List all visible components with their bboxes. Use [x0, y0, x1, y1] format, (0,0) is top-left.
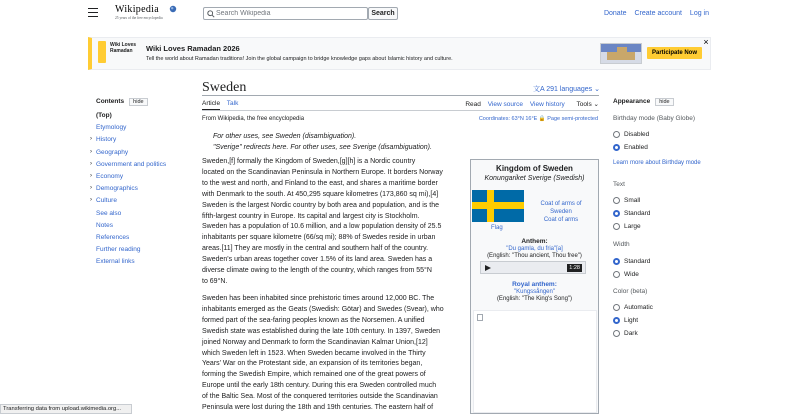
flag-of-sweden[interactable]	[472, 190, 524, 222]
radio-label: Large	[624, 223, 641, 231]
toc-item-label: (Top)	[96, 112, 112, 119]
banner-subtitle: Tell the world about Ramadan traditions! Join the global campaign to bridge knowledge gaps about Islamic history and culture.	[146, 56, 453, 62]
from-line: From Wikipedia, the free encyclopedia	[202, 116, 305, 122]
banner-logo-icon	[98, 41, 106, 63]
color-label: Color (beta)	[613, 288, 648, 295]
toc-item-label: External links	[96, 258, 135, 266]
radio-label: Light	[624, 317, 639, 325]
paragraph-line: inhabitants emerged as the Geats (Swedish: Götar) and Swedes (Svear), who	[202, 305, 444, 313]
search-button[interactable]: Search	[368, 7, 398, 20]
royal-anthem-label[interactable]: Royal anthem:	[512, 281, 557, 288]
paragraph-line: Sweden's urban areas together cover 1.5% of its land area. Sweden has a	[202, 256, 433, 264]
toc-item-label: Culture	[96, 197, 117, 205]
paragraph-line: Europe until the early 18th century. During this era Sweden controlled much	[202, 382, 437, 390]
wikipedia-logo[interactable]	[115, 4, 177, 24]
title-divider	[202, 95, 599, 96]
hatnote-1: For other uses, see Sweden (disambiguation).	[213, 133, 357, 140]
toc-item-label: Further reading	[96, 246, 141, 254]
banner-title: Wiki Loves Ramadan 2026	[146, 44, 240, 53]
paragraph-line: Sweden has been inhabited since prehistoric times around 12,000 BC. The	[202, 295, 435, 302]
search-icon	[207, 10, 215, 18]
article-paragraph-1	[202, 157, 464, 288]
text-size-radio[interactable]	[613, 197, 703, 204]
hatnote-2: "Sverige" redirects here. For other uses, see Sverige (disambiguation).	[213, 144, 432, 151]
radio-label: Small	[624, 197, 641, 204]
paragraph-line: areas.[11] They are mostly in the central and southern half of the country.	[202, 245, 429, 253]
table-of-contents	[90, 98, 186, 270]
main-menu-icon[interactable]	[88, 8, 98, 17]
paragraph-line: fifth-largest country in Europe. Its capital and largest city is Stockholm.	[202, 212, 420, 220]
radio-label: Disabled	[624, 131, 650, 138]
radio-circle-icon[interactable]	[613, 223, 620, 230]
toc-item-label: Geography	[96, 148, 129, 156]
toc-item[interactable]	[96, 246, 186, 258]
toc-item[interactable]	[96, 258, 186, 270]
language-button[interactable]: 文A 291 languages ⌄	[533, 86, 600, 93]
toc-item[interactable]	[90, 160, 186, 173]
toc-heading: Contents hide	[96, 98, 186, 106]
infobox-native-name: Konungariket Sverige (Swedish)	[484, 175, 585, 182]
banner-logo-text: Wiki Loves Ramadan	[110, 42, 137, 54]
radio-circle-icon[interactable]	[613, 144, 620, 151]
infobox-title: Kingdom of Sweden	[496, 164, 573, 173]
login-link[interactable]: Log in	[689, 10, 709, 17]
campaign-banner	[88, 37, 711, 70]
radio-label: Automatic	[624, 304, 653, 311]
radio-circle-icon[interactable]	[613, 131, 620, 138]
radio-circle-icon[interactable]	[613, 330, 620, 337]
paragraph-line: forming the Swedish Empire, which remained one of the great powers of	[202, 371, 426, 379]
tab-view-history[interactable]: View history	[529, 101, 565, 108]
color-radio[interactable]	[613, 317, 703, 324]
globe-icon	[169, 5, 177, 13]
coordinates	[479, 116, 598, 122]
paragraph-line: joined Norway and Denmark to form the Scandinavian Kalmar Union,[12]	[202, 338, 428, 346]
paragraph-line: inhabitants per square kilometre (66/sq mi); 88% of Swedes reside in urban	[202, 234, 436, 242]
paragraph-line: Sweden has a population of 10.6 million, and a low population density of 25.5	[202, 223, 442, 231]
royal-anthem-english: (English: "The King's Song")	[496, 296, 573, 302]
donate-link[interactable]: Donate	[603, 10, 627, 17]
radio-circle-icon[interactable]	[613, 258, 620, 265]
toc-item[interactable]	[90, 136, 186, 148]
appearance-hide-button[interactable]: hide	[655, 98, 673, 106]
audio-player[interactable]	[480, 261, 586, 274]
participate-button[interactable]: Participate Now	[647, 47, 702, 59]
tab-talk[interactable]: Talk	[226, 100, 239, 107]
birthday-mode-radio[interactable]	[613, 144, 703, 151]
radio-circle-icon[interactable]	[613, 197, 620, 204]
coordinates-link[interactable]: Coordinates: 63°N 16°E	[478, 116, 538, 122]
tab-read[interactable]: Read	[465, 101, 481, 111]
toc-item[interactable]	[90, 197, 186, 209]
toc-item-label: References	[96, 233, 130, 241]
toc-item[interactable]	[90, 172, 186, 185]
namespace-tabs	[202, 100, 243, 107]
status-bar: Transferring data from upload.wikimedia.org...	[0, 404, 132, 414]
paragraph-line: to 69°N.	[202, 277, 228, 285]
paragraph-line: formed part of the sea-faring peoples known as the Norsemen. A unified	[202, 316, 425, 324]
view-tabs	[460, 100, 599, 108]
lock-icon: 🔒	[538, 116, 546, 122]
toc-item[interactable]	[96, 234, 186, 246]
width-radio[interactable]	[613, 271, 703, 278]
paragraph-line: with Denmark to the south. At 450,295 square kilometres (173,860 sq mi),[4]	[202, 190, 439, 198]
play-icon[interactable]	[485, 265, 491, 271]
radio-circle-icon[interactable]	[613, 210, 620, 217]
radio-circle-icon[interactable]	[613, 304, 620, 311]
article-paragraph-2	[202, 294, 464, 414]
royal-anthem-name[interactable]: "Kungssången"	[514, 289, 555, 295]
toc-item-label: Government and politics	[96, 160, 167, 168]
chevron-right-icon[interactable]: ›	[90, 148, 92, 155]
anthem-name[interactable]: "Du gamla, du fria"[a]	[506, 246, 563, 252]
radio-label: Wide	[624, 271, 639, 279]
toc-item-label: Notes	[96, 221, 113, 229]
toc-item[interactable]	[96, 210, 186, 222]
radio-label: Enabled	[624, 144, 648, 152]
birthday-mode-radio[interactable]	[613, 131, 703, 138]
text-size-radio[interactable]	[613, 210, 703, 217]
close-icon[interactable]: ×	[703, 37, 709, 47]
paragraph-line: located on the Scandinavian Peninsula in Northern Europe. It borders Norway	[202, 168, 443, 176]
toc-item-label: History	[96, 136, 117, 144]
infobox	[470, 159, 599, 414]
toc-item-label: Demographics	[96, 185, 138, 193]
paragraph-line: Years' War on the Protestant side, an expansion of its territories began,	[202, 360, 423, 368]
toc-item-label: Economy	[96, 172, 124, 180]
radio-circle-icon[interactable]	[613, 317, 620, 324]
paragraph-line: Sweden,[f] formally the Kingdom of Sweden,[g][h] is a Nordic country	[202, 158, 416, 165]
chevron-right-icon[interactable]: ›	[90, 172, 92, 179]
paragraph-line: of the Baltic Sea. Most of the conquered territories outside the Scandinavian	[202, 393, 438, 401]
search-input[interactable]	[216, 8, 366, 19]
language-icon: 文A	[533, 86, 547, 93]
color-radio[interactable]	[613, 304, 703, 311]
toc-hide-button[interactable]: hide	[129, 98, 147, 106]
toc-item[interactable]	[96, 112, 186, 124]
anthem-label: Anthem:	[521, 238, 548, 245]
text-size-radio[interactable]	[613, 223, 703, 230]
chevron-right-icon[interactable]: ›	[90, 136, 92, 143]
chevron-down-icon: ⌄	[592, 86, 600, 93]
toc-item[interactable]	[90, 148, 186, 161]
page-title: Sweden	[202, 80, 247, 95]
header	[0, 0, 800, 30]
personal-tools	[598, 10, 709, 17]
paragraph-line: to the west and north, and Finland to the east, and shares a maritime border	[202, 179, 438, 187]
semi-protected-link[interactable]: Page semi-protected	[547, 116, 598, 122]
paragraph-line: Peninsula were lost during the 18th and 19th centuries. The eastern half of	[202, 404, 434, 412]
banner-image	[600, 43, 642, 64]
anthem-english: (English: "Thou ancient, Thou free")	[487, 253, 582, 259]
audio-duration: 1:28	[569, 265, 580, 271]
toc-item[interactable]	[90, 185, 186, 197]
logo-tagline: 25 years of the free encyclopedia	[115, 16, 163, 20]
paragraph-line: Sweden is the largest Nordic country by both area and population, and is the	[202, 201, 439, 209]
toc-item-label: Etymology	[96, 124, 127, 132]
flag-caption[interactable]: Flag	[491, 225, 503, 231]
tools-menu[interactable]: Tools ⌄	[576, 101, 599, 108]
chevron-right-icon[interactable]: ›	[90, 197, 92, 204]
search-box[interactable]	[203, 7, 368, 20]
logo-wordmark: Wikipedia	[115, 4, 159, 15]
appearance-heading: Appearance hide	[613, 98, 713, 106]
paragraph-line: which Sweden left in 1523. When Sweden became involved in the Thirty	[202, 349, 426, 357]
map-image-placeholder[interactable]	[473, 310, 597, 413]
chevron-right-icon[interactable]: ›	[90, 160, 92, 167]
radio-label: Dark	[624, 330, 638, 338]
broken-image-icon	[477, 314, 483, 321]
color-radio[interactable]	[613, 330, 703, 337]
width-label: Width	[613, 241, 630, 248]
paragraph-line: Swedish state was established during the late 10th century. In 1397, Sweden	[202, 327, 441, 335]
appearance-panel	[613, 98, 713, 338]
radio-label: Standard	[624, 258, 651, 265]
tab-article[interactable]: Article	[202, 100, 220, 110]
radio-label: Standard	[624, 210, 651, 218]
toc-item[interactable]	[96, 124, 186, 136]
create-account-link[interactable]: Create account	[634, 10, 682, 17]
birthday-learn-more-link[interactable]: Learn more about Birthday mode	[613, 160, 701, 166]
toc-list	[90, 112, 186, 270]
chevron-right-icon[interactable]: ›	[90, 185, 92, 192]
text-size-label: Text	[613, 181, 625, 188]
tab-view-source[interactable]: View source	[487, 101, 523, 108]
coat-of-arms[interactable]: Coat of arms of Sweden Coat of arms	[540, 201, 582, 223]
paragraph-line: diverse climate owing to the length of the country, which ranges from 55°N	[202, 267, 432, 275]
tabs-divider	[202, 110, 599, 111]
toc-item[interactable]	[96, 222, 186, 234]
radio-circle-icon[interactable]	[613, 271, 620, 278]
toc-item-label: See also	[96, 209, 122, 217]
birthday-mode-label: Birthday mode (Baby Globe)	[613, 115, 696, 122]
width-radio[interactable]	[613, 258, 703, 265]
